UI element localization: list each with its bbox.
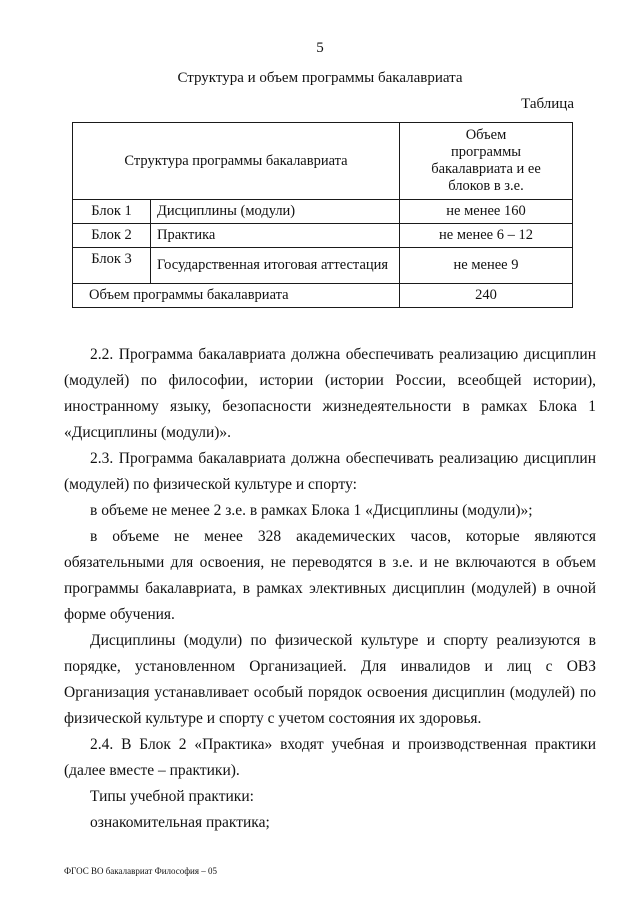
table-total-row [73, 284, 573, 308]
volume-cell: не менее 6 – 12 [400, 224, 573, 248]
block-cell: Блок 1 [73, 200, 151, 224]
total-value-cell: 240 [400, 284, 573, 308]
block-name-cell: Государственная итоговая аттестация [151, 248, 400, 284]
table-row [73, 248, 573, 284]
paragraph: ознакомительная практика; [90, 814, 270, 831]
paragraph: Дисциплины (модули) по физической культуре и спорту реализуются в порядке, установленном Организацией. Для инвалидов и лиц с ОВЗ Организация устанавливает особый порядок освоения дисциплин (модулей) по физической культуре и спорту с учетом состояния их здоровья. [64, 632, 596, 727]
block-cell: Блок 3 [73, 248, 151, 284]
volume-cell: не менее 160 [400, 200, 573, 224]
paragraph: Типы учебной практики: [90, 788, 254, 805]
block-name-cell: Практика [151, 224, 400, 248]
program-structure-table [72, 122, 573, 308]
table-header-row [73, 123, 573, 200]
table-row [73, 200, 573, 224]
paragraph: в объеме не менее 2 з.е. в рамках Блока 1 «Дисциплины (модули)»; [90, 502, 533, 519]
paragraph: в объеме не менее 328 академических часов, которые являются обязательными для освоения, не переводятся в з.е. и не включаются в объем программы бакалавриата, в рамках элективных дисциплин (модулей) в очной форме обучения. [64, 528, 596, 623]
page-number: 5 [316, 40, 324, 56]
block-cell: Блок 2 [73, 224, 151, 248]
block-name-cell: Дисциплины (модули) [151, 200, 400, 224]
table-label: Таблица [521, 96, 574, 112]
section-title: Структура и объем программы бакалавриата [177, 70, 463, 86]
paragraph: 2.2. Программа бакалавриата должна обеспечивать реализацию дисциплин (модулей) по философии, истории (истории России, всеобщей истории), иностранному языку, безопасности жизнедеятельности в рамках Блока 1 «Дисциплины (модули)». [64, 346, 596, 441]
header-structure: Структура программы бакалавриата [73, 123, 400, 200]
paragraph: 2.3. Программа бакалавриата должна обеспечивать реализацию дисциплин (модулей) по физической культуре и спорту: [64, 450, 596, 493]
table-row [73, 224, 573, 248]
footer: ФГОС ВО бакалавриат Философия – 05 [64, 866, 218, 876]
total-label-cell: Объем программы бакалавриата [73, 284, 400, 308]
volume-cell: не менее 9 [400, 248, 573, 284]
body-text [64, 342, 596, 836]
paragraph: 2.4. В Блок 2 «Практика» входят учебная и производственная практики (далее вместе – практики). [64, 736, 596, 779]
header-volume: Объем программы бакалавриата и ее блоков в з.е. [400, 123, 573, 200]
